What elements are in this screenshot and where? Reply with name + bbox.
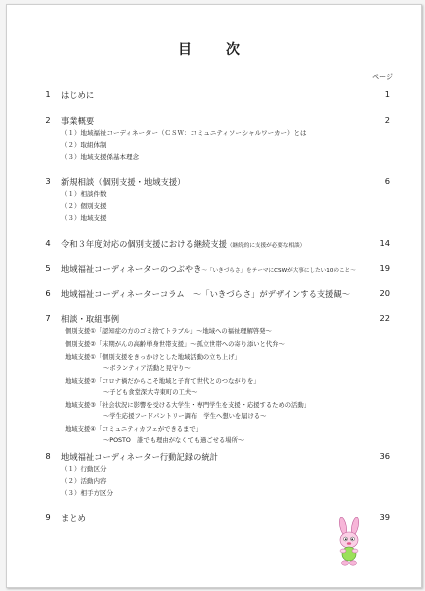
entry-text: 新規相談（個別支援・地域支援） [61, 177, 186, 187]
entry-page-1: 1 [384, 89, 390, 99]
sub-entry[interactable]: （３）相手方区分 [61, 489, 113, 497]
sub-entry[interactable]: （３）地域支援 [61, 214, 107, 222]
entry-number: 9 [45, 512, 51, 522]
entry-number: 2 [45, 115, 51, 125]
rabbit-mascot-icon [329, 517, 369, 569]
case-entry[interactable]: 地域支援①「個別支援をきっかけとした地域活動の立ち上げ」 [65, 354, 241, 361]
sub-entry[interactable]: （２）活動内容 [61, 477, 107, 485]
case-entry[interactable]: 地域支援③「社会状況に影響を受ける大学生・専門学生を支援・応援するための活動」 [65, 402, 310, 409]
entry-note: （継続的に支援が必要な相談） [226, 243, 306, 249]
page-column-header: ページ [372, 73, 393, 81]
case-entry[interactable]: 地域支援④「コミュニティカフェができるまで」 [65, 426, 202, 433]
entry-number: 6 [45, 288, 51, 298]
entry-number: 7 [45, 313, 51, 323]
sub-entry[interactable]: （１）地域福祉コーディネーター（ＣＳＷ：コミュニティソーシャルワーカー）とは [61, 129, 307, 137]
entry-number: 5 [45, 263, 51, 273]
sub-entry[interactable]: （１）行動区分 [61, 465, 107, 473]
sub-entry[interactable]: （２）個別支援 [61, 202, 107, 210]
entry-text: 事業概要 [61, 116, 95, 126]
entry-number: 8 [45, 451, 51, 461]
sub-entry[interactable]: （１）相談件数 [61, 190, 107, 198]
entry-page-3: 6 [384, 176, 390, 186]
entry-text: 相談・取組事例 [61, 314, 120, 324]
document-page [6, 4, 422, 588]
page-title: 目 次 [178, 42, 250, 58]
entry-page-4: 14 [379, 238, 390, 248]
entry-page-5: 19 [379, 263, 390, 273]
entry-text: はじめに [61, 90, 95, 100]
entry-number: 4 [45, 238, 51, 248]
entry-page-2: 2 [384, 115, 390, 125]
case-subtitle: ～ボランティア活動と見守り～ [103, 365, 191, 372]
case-subtitle: ～子ども食堂深大寺東町の工夫～ [103, 389, 198, 396]
entry-page-9: 39 [379, 512, 390, 522]
sub-entry[interactable]: （２）取組体制 [61, 141, 107, 149]
case-subtitle: ～POSTO 誰でも理由がなくても過ごせる場所～ [103, 437, 245, 444]
case-entry[interactable]: 個別支援②「末期がんの高齢単身世帯支援」～孤立世帯への寄り添いと代弁～ [65, 341, 285, 348]
entry-text: 令和３年度対応の個別支援における継続支援 [61, 239, 227, 249]
entry-note: ～「いきづらさ」をテーマにCSWが大事にしたい10のこと～ [201, 268, 356, 274]
entry-text: まとめ [61, 513, 86, 523]
entry-page-7: 22 [379, 313, 390, 323]
entry-number: 1 [45, 89, 51, 99]
case-subtitle: ～学生応援フードパントリー調布 学生へ想いを届ける～ [103, 413, 267, 420]
entry-number: 3 [45, 176, 51, 186]
entry-text: 地域福祉コーディネーターのつぶやき [61, 264, 202, 274]
entry-text: 地域福祉コーディネーター行動記録の統計 [61, 452, 218, 462]
case-entry[interactable]: 地域支援②「コロナ禍だからこそ地域と子育て世代とのつながりを」 [65, 378, 260, 385]
entry-page-8: 36 [379, 451, 390, 461]
entry-text: 地域福祉コーディネーターコラム ～「いきづらさ」がデザインする支援観～ [61, 289, 351, 299]
case-entry[interactable]: 個別支援①「認知症の方のゴミ捨てトラブル」～地域への福祉理解啓発～ [65, 328, 272, 335]
sub-entry[interactable]: （３）地域支援係基本理念 [61, 153, 139, 161]
entry-page-6: 20 [379, 288, 390, 298]
